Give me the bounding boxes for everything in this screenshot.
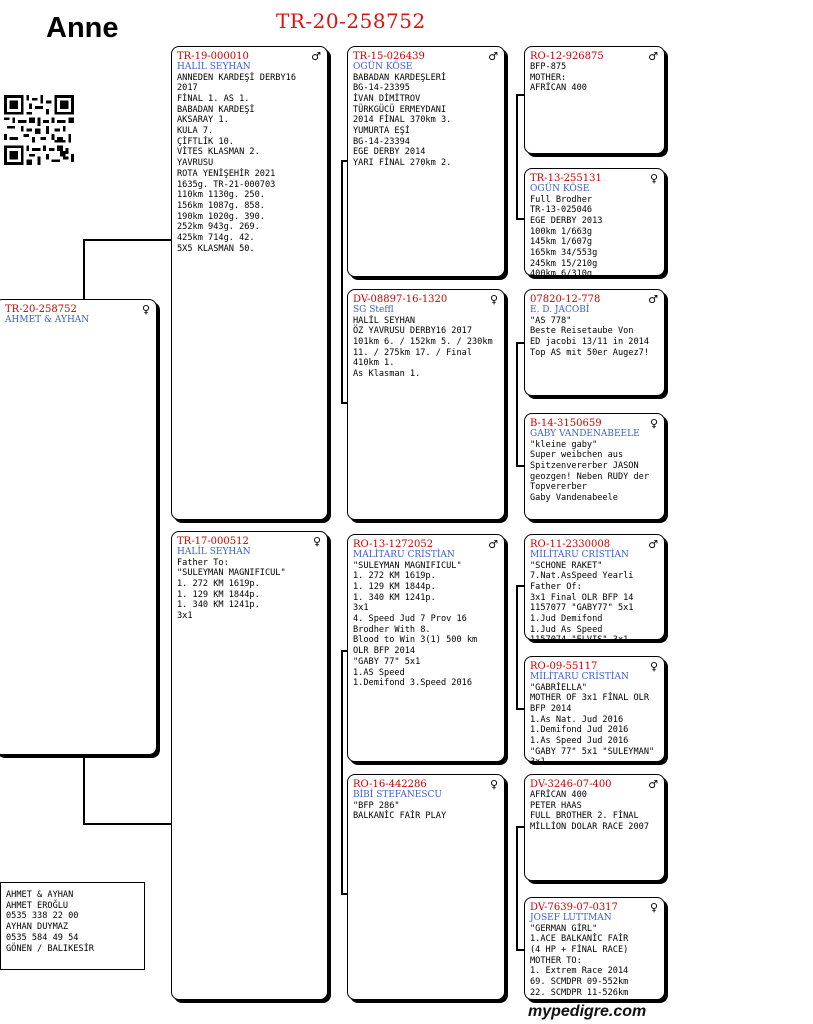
owner-name: GABY VANDENABEELE bbox=[530, 429, 640, 439]
contact-line: AHMET EROĞLU bbox=[6, 900, 69, 911]
header-ring-number: TR-20-258752 bbox=[276, 9, 426, 33]
connector-line bbox=[341, 650, 343, 894]
female-icon: ♀ bbox=[489, 778, 498, 791]
qr-code-icon bbox=[4, 95, 74, 165]
pigeon-notes: "GABRİELLA" MOTHER OF 3x1 FİNAL OLR BFP 2014 1.As Nat. Jud 2016 1.Demifond Jud 2016 1.As Speed Jud 2016 "GABY 77" 5x1 "SULEYMAN" 3x1 bbox=[530, 682, 655, 768]
male-icon: ♂ bbox=[311, 50, 321, 63]
ring-number: TR-20-258752 bbox=[5, 304, 77, 315]
contact-location: GÖNEN / BALIKESİR bbox=[6, 943, 94, 954]
connector-line bbox=[83, 239, 85, 300]
owner-name: MALİTARU CRİSTİAN bbox=[353, 550, 455, 560]
pigeon-card-dss[interactable] bbox=[524, 534, 665, 646]
pigeon-card-ssd[interactable] bbox=[524, 168, 665, 280]
ring-number: RO-11-2330008 bbox=[530, 539, 611, 550]
female-icon: ♀ bbox=[312, 535, 321, 548]
ring-number: TR-17-000512 bbox=[177, 536, 249, 547]
pigeon-card-sds[interactable] bbox=[524, 289, 665, 396]
pigeon-card-dam[interactable] bbox=[171, 531, 328, 1000]
ring-number: TR-19-000010 bbox=[177, 51, 249, 62]
owner-name: MİLİTARU CRİSTİAN bbox=[530, 550, 629, 560]
owner-name: HALİL SEYHAN bbox=[177, 547, 251, 557]
pigeon-card-dsd[interactable] bbox=[524, 656, 665, 768]
owner-name: HALİL SEYHAN bbox=[177, 62, 251, 72]
owner-name: OGÜN KÖSE bbox=[530, 184, 590, 194]
connector-line bbox=[516, 94, 518, 219]
pigeon-card-sire[interactable] bbox=[171, 46, 328, 520]
owner-name: SG Steffl bbox=[353, 305, 394, 315]
male-icon: ♂ bbox=[648, 50, 658, 63]
pigeon-notes: "BFP 286" BALKANİC FAİR PLAY bbox=[353, 800, 447, 822]
female-icon: ♀ bbox=[489, 293, 498, 306]
owner-name: JOSEF LUTTMAN bbox=[530, 913, 612, 923]
pigeon-notes: "SCHONE RAKET" 7.Nat.AsSpeed Yearli Father Of: 3x1 Final OLR BFP 14 1157077 "GABY77" 5x1 1.Jud Demifond 1.Jud As Speed 1157074 "ELVIS" 3x1 bbox=[530, 560, 634, 646]
pigeon-notes: "GERMAN GİRL" 1.ACE BALKANİC FAİR (4 HP + FİNAL RACE) MOTHER TO: 1. Extrem Race 2014 69. SCMDPR 09-552km 22. SCMDPR 11-526km bbox=[530, 923, 629, 998]
contact-phone: 0535 338 22 00 bbox=[6, 911, 79, 922]
ring-number: RO-13-1272052 bbox=[353, 539, 434, 550]
male-icon: ♂ bbox=[648, 293, 658, 306]
ring-number: 07820-12-778 bbox=[530, 294, 601, 305]
owner-name: OGÜN KÖSE bbox=[353, 62, 413, 72]
ring-number: RO-12-926875 bbox=[530, 51, 604, 62]
pigeon-card-dds[interactable] bbox=[524, 774, 665, 881]
pigeon-notes: Father To: "SULEYMAN MAGNIFICUL" 1. 272 KM 1619p. 1. 129 KM 1844p. 1. 340 KM 1241p. 3x1 bbox=[177, 557, 286, 622]
pigeon-card-sire-sire[interactable] bbox=[347, 46, 505, 277]
owner-name: MİLİTARU CRİSTİAN bbox=[530, 672, 629, 682]
connector-line bbox=[516, 342, 518, 466]
pigeon-notes: Full Brodher TR-13-025046 EGE DERBY 2013 100km 1/663g 145km 1/607g 165km 34/553g 245km 15/210g 400km 6/310g bbox=[530, 194, 603, 280]
pigeon-notes: BABADAN KARDEŞLERİ BG-14-23395 İVAN DİMİTROV TÜRKGÜCÜ ERMEYDANI 2014 FİNAL 370km 3. YUMURTA EŞİ BG-14-23394 EGE DERBY 2014 YARI FİNAL 270km 2. bbox=[353, 72, 452, 169]
pigeon-notes: BFP-875 MOTHER: AFRİCAN 400 bbox=[530, 62, 587, 94]
ring-number: DV-7639-07-0317 bbox=[530, 902, 618, 913]
connector-line bbox=[516, 826, 518, 950]
pigeon-card-ddd[interactable] bbox=[524, 897, 665, 1000]
connector-line bbox=[516, 585, 518, 709]
contact-line: AYHAN DUYMAZ bbox=[6, 922, 69, 933]
pigeon-notes: AFRİCAN 400 PETER HAAS FULL BROTHER 2. FİNAL MİLLİON DOLAR RACE 2007 bbox=[530, 790, 649, 833]
female-icon: ♀ bbox=[649, 417, 658, 430]
female-icon: ♀ bbox=[141, 303, 150, 316]
connector-line bbox=[83, 239, 172, 241]
contact-phone: 0535 584 49 54 bbox=[6, 932, 79, 943]
owner-name: BİBİ STEFANESCU bbox=[353, 790, 442, 800]
ring-number: TR-15-026439 bbox=[353, 51, 425, 62]
pigeon-card-dam-sire[interactable] bbox=[347, 534, 505, 762]
pigeon-notes: "AS 778" Beste Reisetaube Von ED jacobi 13/11 in 2014 Top AS mit 50er Augez7! bbox=[530, 315, 649, 358]
pigeon-card-sdd[interactable] bbox=[524, 413, 665, 520]
connector-line bbox=[341, 160, 343, 403]
breeder-contact-box bbox=[0, 882, 145, 970]
pigeon-notes: HALİL SEYHAN ÖZ YAVRUSU DERBY16 2017 101km 6. / 152km 5. / 230km 11. / 275km 17. / Final 410km 1. As Klasman 1. bbox=[353, 315, 493, 380]
brand-logo: mypedigre.com bbox=[528, 1003, 647, 1020]
ring-number: RO-16-442286 bbox=[353, 779, 427, 790]
ring-number: B-14-3150659 bbox=[530, 418, 602, 429]
ring-number: TR-13-255131 bbox=[530, 173, 602, 184]
pigeon-card-sire-dam[interactable] bbox=[347, 289, 505, 520]
male-icon: ♂ bbox=[488, 50, 498, 63]
male-icon: ♂ bbox=[488, 538, 498, 551]
contact-line: AHMET & AYHAN bbox=[6, 890, 74, 900]
male-icon: ♂ bbox=[648, 778, 658, 791]
ring-number: DV-08897-16-1320 bbox=[353, 294, 448, 305]
pigeon-notes: ANNEDEN KARDEŞİ DERBY16 2017 FİNAL 1. AS 1. BABADAN KARDEŞİ AKSARAY 1. KULA 7. ÇİFTLİK 10. VİTES KLASMAN 2. YAVRUSU ROTA YENİŞEHİR 2021 1635g. TR-21-000703 110km 1130g. 250. 156km 1087g. 858. 190km 1020g. 390. 252km 943g. 269. 425km 714g. 42. 5X5 KLASMAN 50. bbox=[177, 72, 296, 254]
male-icon: ♂ bbox=[648, 538, 658, 551]
female-icon: ♀ bbox=[649, 660, 658, 673]
ring-number: RO-09-55117 bbox=[530, 661, 598, 672]
pigeon-notes: "SULEYMAN MAGNIFICUL" 1. 272 KM 1619p. 1. 129 KM 1844p. 1. 340 KM 1241p. 3x1 4. Speed Jud 7 Prov 16 Brodher With 8. Blood to Win 3(1) 500 km OLR BFP 2014 "GABY 77" 5x1 1.AS Speed 1.Demifond 3.Speed 2016 bbox=[353, 560, 478, 689]
pigeon-card-subject[interactable] bbox=[0, 299, 157, 755]
pigeon-card-dam-dam[interactable] bbox=[347, 774, 505, 1000]
page-title: Anne bbox=[46, 12, 119, 44]
female-icon: ♀ bbox=[649, 901, 658, 914]
ring-number: DV-3246-07-400 bbox=[530, 779, 612, 790]
connector-line bbox=[83, 756, 85, 824]
pigeon-card-sss[interactable] bbox=[524, 46, 665, 154]
owner-name: AHMET & AYHAN bbox=[5, 315, 90, 325]
pigeon-notes: "kleine gaby" Super weibchen aus Spitzenvererber JASON geozgen! Neben RUDY der Topvererber Gaby Vandenabeele bbox=[530, 439, 649, 504]
female-icon: ♀ bbox=[649, 172, 658, 185]
connector-line bbox=[83, 823, 172, 825]
owner-name: E. D. JACOBİ bbox=[530, 305, 590, 315]
